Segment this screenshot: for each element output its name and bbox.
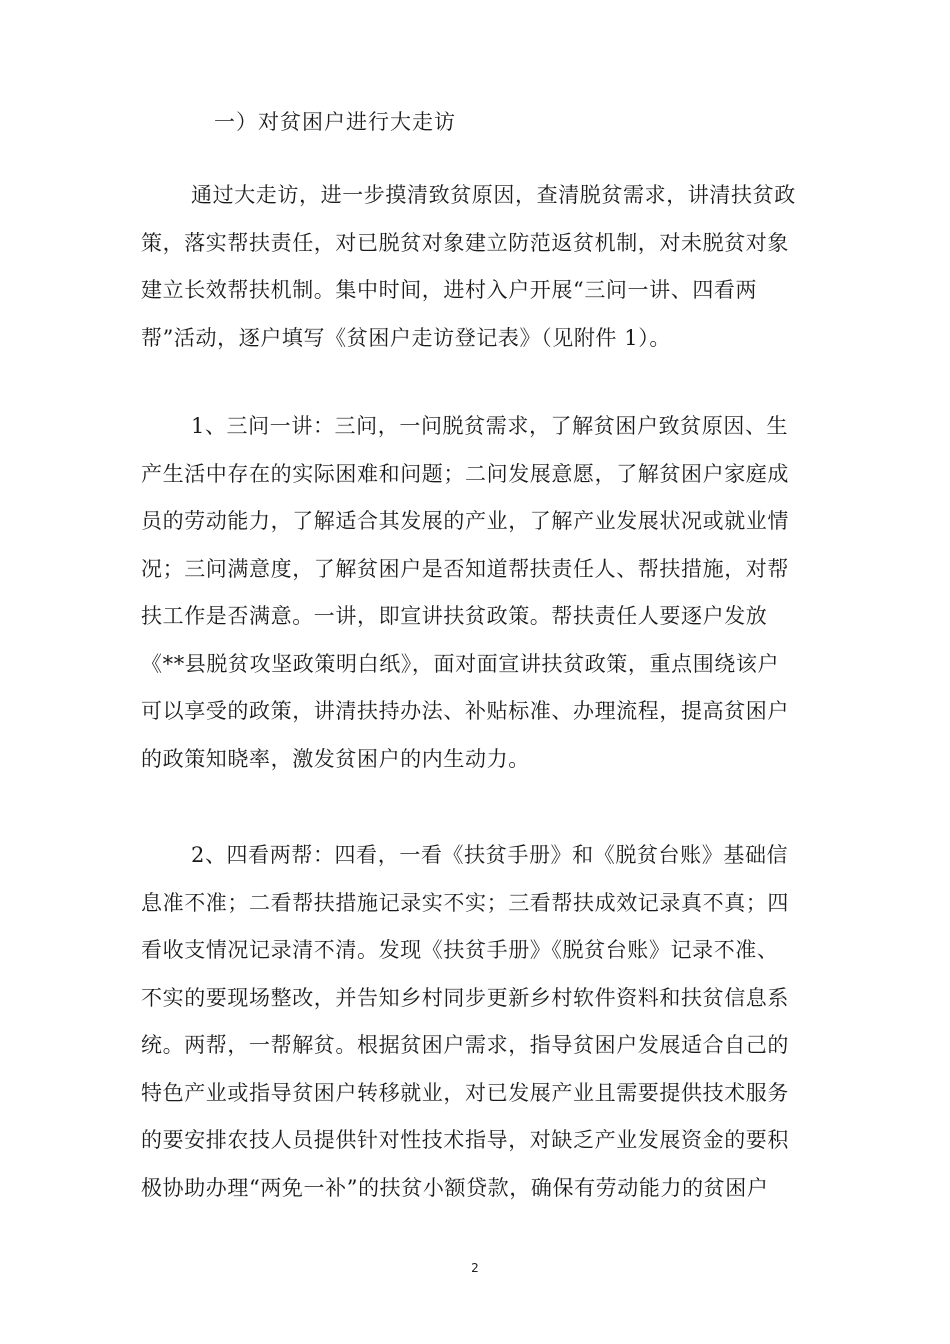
page-number: 2 <box>471 1261 479 1275</box>
paragraph-line: 统。两帮，一帮解贫。根据贫困户需求，指导贫困户发展适合自己的 <box>141 1033 789 1057</box>
paragraph-line: 通过大走访，进一步摸清致贫原因，查清脱贫需求，讲清扶贫政 <box>191 183 796 207</box>
paragraph-line: 2、四看两帮：四看，一看《扶贫手册》和《脱贫台账》基础信 <box>191 843 789 867</box>
paragraph-line: 的要安排农技人员提供针对性技术指导，对缺乏产业发展资金的要积 <box>141 1128 789 1152</box>
paragraph-line: 的政策知晓率，激发贫困户的内生动力。 <box>141 746 530 771</box>
paragraph-line: 可以享受的政策，讲清扶持办法、补贴标准、办理流程，提高贫困户 <box>141 699 789 723</box>
paragraph-line: 产生活中存在的实际困难和问题；二问发展意愿，了解贫困户家庭成 <box>141 461 789 486</box>
paragraph-line: 看收支情况记录清不清。发现《扶贫手册》《脱贫台账》记录不准、 <box>141 938 779 962</box>
paragraph-line: 策，落实帮扶责任，对已脱贫对象建立防范返贫机制，对未脱贫对象 <box>141 230 789 255</box>
paragraph-line: 1、三问一讲：三问，一问脱贫需求，了解贫困户致贫原因、生 <box>191 414 789 438</box>
paragraph-line: 特色产业或指导贫困户转移就业，对已发展产业且需要提供技术服务 <box>141 1080 789 1105</box>
paragraph-three-questions <box>141 403 821 783</box>
paragraph-line: 息准不准；二看帮扶措施记录实不实；三看帮扶成效记录真不真；四 <box>141 890 789 915</box>
paragraph-visit-overview <box>141 172 821 362</box>
paragraph-line: 扶工作是否满意。一讲，即宣讲扶贫政策。帮扶责任人要逐户发放 <box>141 604 768 628</box>
paragraph-line: 极协助办理“两免一补”的扶贫小额贷款，确保有劳动能力的贫困户 <box>141 1175 769 1200</box>
paragraph-line: 员的劳动能力，了解适合其发展的产业，了解产业发展状况或就业情 <box>141 509 789 533</box>
paragraph-line: 不实的要现场整改，并告知乡村同步更新乡村软件资料和扶贫信息系 <box>141 985 789 1010</box>
paragraph-line: 《**县脱贫攻坚政策明白纸》，面对面宣讲扶贫政策，重点围绕该户 <box>141 651 780 676</box>
paragraph-line: 建立长效帮扶机制。集中时间，进村入户开展“三问一讲、四看两 <box>141 278 758 302</box>
paragraph-line: 帮”活动，逐户填写《贫困户走访登记表》（见附件 1）。 <box>141 325 671 350</box>
paragraph-line: 况；三问满意度，了解贫困户是否知道帮扶责任人、帮扶措施，对帮 <box>141 556 789 581</box>
paragraph-four-checks <box>141 832 821 1212</box>
section-heading: 一）对贫困户进行大走访 <box>214 110 456 134</box>
